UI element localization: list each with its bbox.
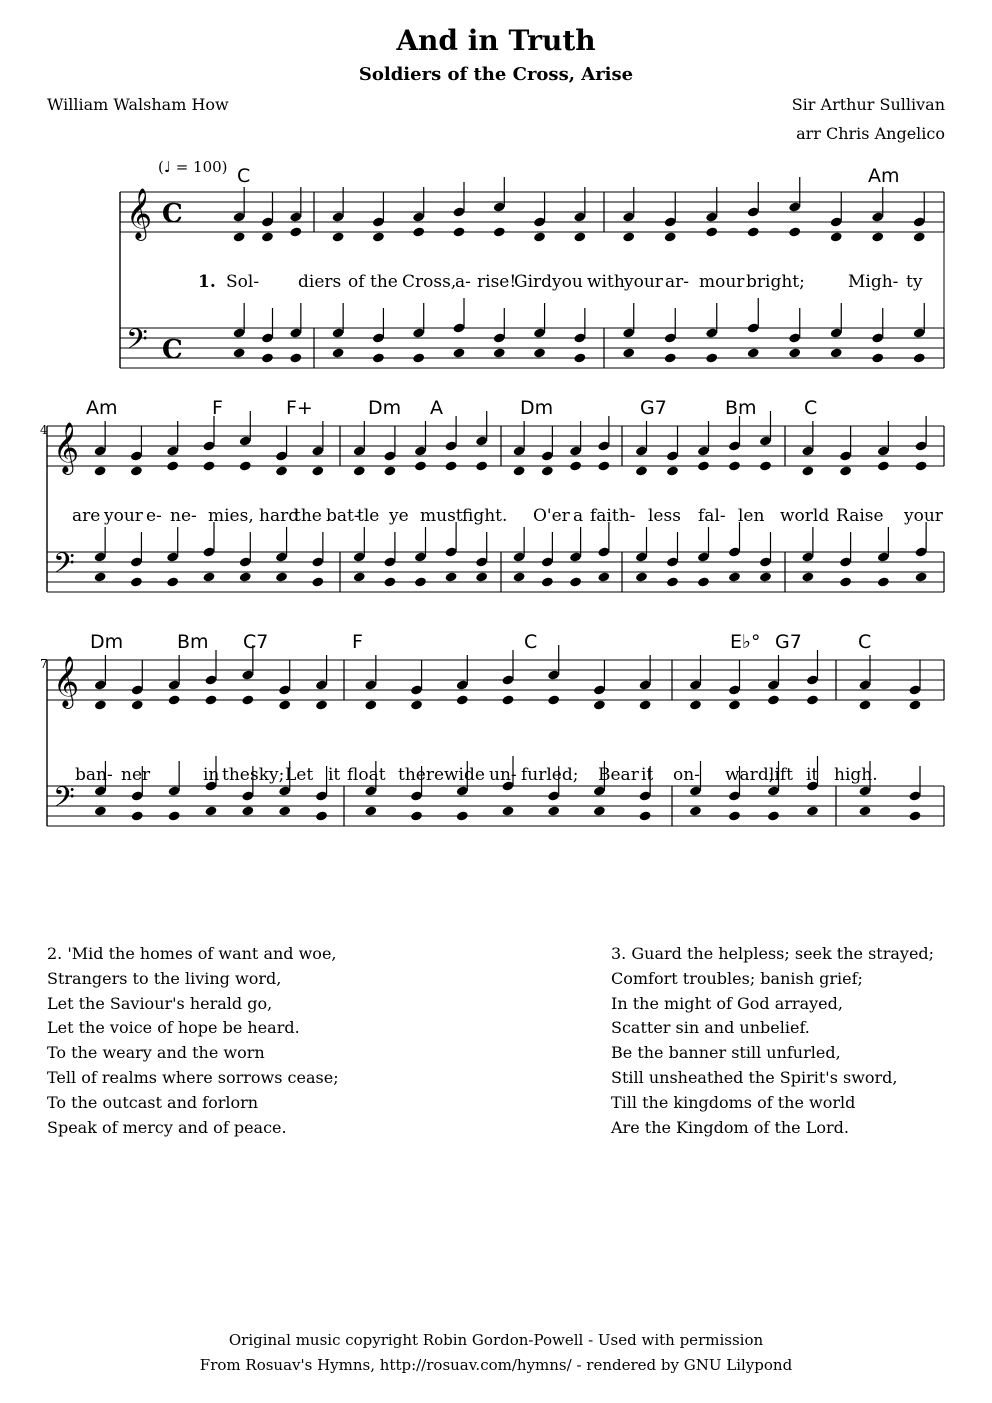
verse-2 [47,942,339,1140]
notehead [747,226,760,237]
notehead [166,576,179,587]
lyric-syllable: bat- [326,506,360,526]
notehead [830,347,843,358]
notehead [664,352,677,363]
notehead [239,571,252,582]
lyric-syllable: hard [259,506,300,526]
verse-line: Be the banner still unfurled, [611,1043,841,1063]
chord-symbol: Dm [90,631,124,653]
time-signature: C [162,199,183,229]
notehead [597,460,610,471]
chord-symbol: Dm [520,397,554,419]
notehead [622,347,635,358]
notehead [639,699,652,710]
notehead [275,465,288,476]
lyric-syllable: Let [285,765,314,785]
notehead [547,694,560,705]
lyric-syllable: your [624,272,663,292]
verse-line: Scatter sin and unbelief. [611,1018,810,1038]
verse-number: 1. [198,272,216,292]
chord-symbol: G7 [775,631,802,653]
notehead [759,460,772,471]
notehead [261,352,274,363]
lyric-syllable: Cross, [402,272,457,292]
notehead [913,231,926,242]
notehead [261,231,274,242]
verse-3 [611,942,934,1140]
notehead [202,571,215,582]
notehead [475,571,488,582]
verse-line: Still unsheathed the Spirit's sword, [611,1067,898,1087]
notehead [456,694,469,705]
lyric-syllable: the [294,506,322,526]
notehead [475,460,488,471]
lyric-syllable: Sol- [226,272,260,292]
lyric-syllable: ty [906,272,923,292]
notehead [759,571,772,582]
notehead [233,347,246,358]
chord-symbol: G7 [640,397,667,419]
lyric-syllable: len [738,506,765,526]
treble-clef: 𝄞 [126,188,153,239]
notehead [830,231,843,242]
notehead [452,347,465,358]
notehead [332,347,345,358]
verse-line: Till the kingdoms of the world [611,1092,856,1112]
chord-symbol: Bm [177,631,209,653]
notehead [94,805,107,816]
verse-line: Are the Kingdom of the Lord. [611,1117,849,1137]
chord-symbol: A [430,397,443,419]
notehead [493,347,506,358]
notehead [871,352,884,363]
notehead [94,571,107,582]
notehead [666,576,679,587]
lyric-syllable: un- [489,765,517,785]
notehead [788,226,801,237]
notehead [372,352,385,363]
lyric-syllable: fal- [698,506,726,526]
notehead [806,805,819,816]
notehead [168,810,181,821]
notehead [410,699,423,710]
lyric-syllable: it [641,765,654,785]
notehead [233,231,246,242]
notehead [241,694,254,705]
lyric-syllable: ban- [75,765,113,785]
lyric-syllable: Raise [836,506,884,526]
verse-line: Comfort troubles; banish grief; [611,968,863,988]
lyric-syllable: with [587,272,625,292]
notehead [353,465,366,476]
notehead [877,576,890,587]
page-title: And in Truth [396,24,596,57]
lyric-syllable: your [104,506,143,526]
notehead [533,347,546,358]
notehead [908,699,921,710]
lyric-syllable: tle [357,506,380,526]
notehead [767,810,780,821]
lyric-syllable: ner [121,765,151,785]
tempo-marking: (♩ = 100) [158,158,228,176]
poet-credit: William Walsham How [47,95,229,114]
bass-clef: 𝄢 [126,323,148,363]
lyric-syllable: Migh- [848,272,899,292]
lyric-syllable: a [573,506,584,526]
notehead [547,805,560,816]
arranger-credit: arr Chris Angelico [796,124,945,143]
notehead [569,460,582,471]
notehead [513,465,526,476]
notehead [445,571,458,582]
clefs [53,188,183,821]
notehead [410,810,423,821]
notehead [541,465,554,476]
chord-symbol: E♭° [730,631,761,653]
bass-clef: 𝄢 [53,547,75,587]
notehead [383,576,396,587]
chord-symbol: C [524,631,538,653]
notehead [278,699,291,710]
lyric-syllable: faith- [590,506,636,526]
lyric-syllable: rise! [477,272,517,292]
notehead [801,571,814,582]
notehead [597,571,610,582]
treble-clef: 𝄞 [53,656,80,707]
notehead [445,460,458,471]
notehead [289,226,302,237]
notehead [666,465,679,476]
lyric-syllable: mour [699,272,745,292]
notehead [806,694,819,705]
notehead [456,810,469,821]
lyric-syllable: Gird [514,272,553,292]
lyric-syllable: lift [769,765,793,785]
notehead [168,694,181,705]
notehead [728,571,741,582]
notehead [383,465,396,476]
treble-clef: 𝄞 [53,422,80,473]
lyric-syllable: in [203,765,220,785]
lyric-syllable: the [370,272,398,292]
notehead [278,805,291,816]
verse-line: Let the Saviour's herald go, [47,993,273,1013]
notehead [275,571,288,582]
notehead [533,231,546,242]
notehead [858,805,871,816]
notehead [639,810,652,821]
notehead [871,231,884,242]
notehead [501,805,514,816]
notehead [664,231,677,242]
notehead [289,352,302,363]
verse-line: To the outcast and forlorn [47,1092,259,1112]
lyric-syllable: world [780,506,830,526]
lyric-syllable: you [552,272,583,292]
notehead [353,571,366,582]
notehead [241,805,254,816]
notehead [915,571,928,582]
measure-number: 4 [40,423,48,437]
notehead [332,231,345,242]
notehead [364,699,377,710]
lyric-syllable: e- [146,506,162,526]
measure-number: 7 [40,657,48,671]
lyric-syllable: ne- [170,506,197,526]
notehead [593,805,606,816]
verse-line: To the weary and the worn [47,1043,265,1063]
chord-symbol: F [212,397,223,419]
lyric-syllable: less [648,506,681,526]
lyric-syllable: wide [444,765,485,785]
notehead [689,805,702,816]
chord-symbol: C [858,631,872,653]
notehead [593,699,606,710]
notehead [915,460,928,471]
notehead [131,810,144,821]
notehead [728,810,741,821]
notehead [728,460,741,471]
notehead [801,465,814,476]
notehead [414,460,427,471]
footer-copyright: Original music copyright Robin Gordon-Powell - Used with permission [228,1331,764,1349]
chord-symbol: C [237,165,251,187]
footer-source: From Rosuav's Hymns, http://rosuav.com/hymns/ - rendered by GNU Lilypond [199,1356,793,1374]
lyric-syllable: furled; [521,765,579,785]
lyric-syllable: your [904,506,943,526]
notehead [452,226,465,237]
notehead [858,699,871,710]
notehead [94,699,107,710]
notehead [728,699,741,710]
notehead [908,810,921,821]
notehead [94,465,107,476]
lyric-syllable: sky; [250,765,285,785]
notehead [541,576,554,587]
lyric-syllable: ward; [725,765,775,785]
verse-line: In the might of God arrayed, [611,993,843,1013]
notehead [839,576,852,587]
verse-line: Let the voice of hope be heard. [47,1018,300,1038]
time-signature: C [162,335,183,365]
notehead [913,352,926,363]
notehead [569,576,582,587]
chord-symbol: Am [86,397,118,419]
notehead [788,347,801,358]
lyric-syllable: high. [834,765,878,785]
notehead [414,576,427,587]
verse-line: Tell of realms where sorrows cease; [47,1067,339,1087]
notehead [573,231,586,242]
notehead [697,460,710,471]
page-subtitle: Soldiers of the Cross, Arise [358,64,634,85]
notehead [635,571,648,582]
verse-line: 3. Guard the helpless; seek the strayed; [611,944,935,963]
notehead [239,460,252,471]
bass-clef: 𝄢 [53,781,75,821]
lyric-syllable: float [347,765,386,785]
notehead [635,465,648,476]
notehead [372,231,385,242]
notehead [204,694,217,705]
notehead [767,694,780,705]
notehead [513,571,526,582]
notehead [705,352,718,363]
chord-symbol: C7 [243,631,269,653]
chord-symbol: Dm [368,397,402,419]
notehead [131,699,144,710]
chord-symbol: Am [868,165,900,187]
notehead [130,465,143,476]
chord-symbol: F [352,631,363,653]
notehead [311,465,324,476]
lyric-syllable: there [398,765,445,785]
notehead [697,576,710,587]
notehead [839,465,852,476]
lyric-syllable: O'er [533,506,570,526]
notehead [315,810,328,821]
lyric-syllable: are [72,506,101,526]
notehead [311,576,324,587]
lyric-syllable: ar- [665,272,690,292]
lyric-syllable: bright; [746,272,805,292]
notehead [412,352,425,363]
notehead [622,231,635,242]
notehead [364,805,377,816]
composer-credit: Sir Arthur Sullivan [791,95,945,114]
lyric-syllable: must [420,506,463,526]
lyric-syllable: ye [389,506,409,526]
chord-symbol: F+ [286,397,313,419]
lyric-syllable: of [348,272,365,292]
notehead [493,226,506,237]
notehead [202,460,215,471]
lyric-syllable: it [328,765,341,785]
lyric-syllable: it [806,765,819,785]
notehead [689,699,702,710]
notehead [412,226,425,237]
lyric-syllable: mies, [208,506,254,526]
lyric-syllable: Bear [598,765,639,785]
chord-symbol: Bm [725,397,757,419]
lyric-syllable: a- [455,272,471,292]
notehead [573,352,586,363]
verse-line: Strangers to the living word, [47,968,282,988]
lyric-syllable: fight. [462,506,508,526]
notehead [204,805,217,816]
verse-line: 2. 'Mid the homes of want and woe, [47,944,337,963]
notehead [166,460,179,471]
notehead [501,694,514,705]
notehead [130,576,143,587]
notehead [705,226,718,237]
lyric-syllable: diers [298,272,342,292]
verse-line: Speak of mercy and of peace. [47,1117,287,1137]
lyric-syllable: the [222,765,250,785]
notehead [877,460,890,471]
chord-symbol: C [804,397,818,419]
notehead [747,347,760,358]
notehead [315,699,328,710]
lyric-syllable: on- [673,765,700,785]
